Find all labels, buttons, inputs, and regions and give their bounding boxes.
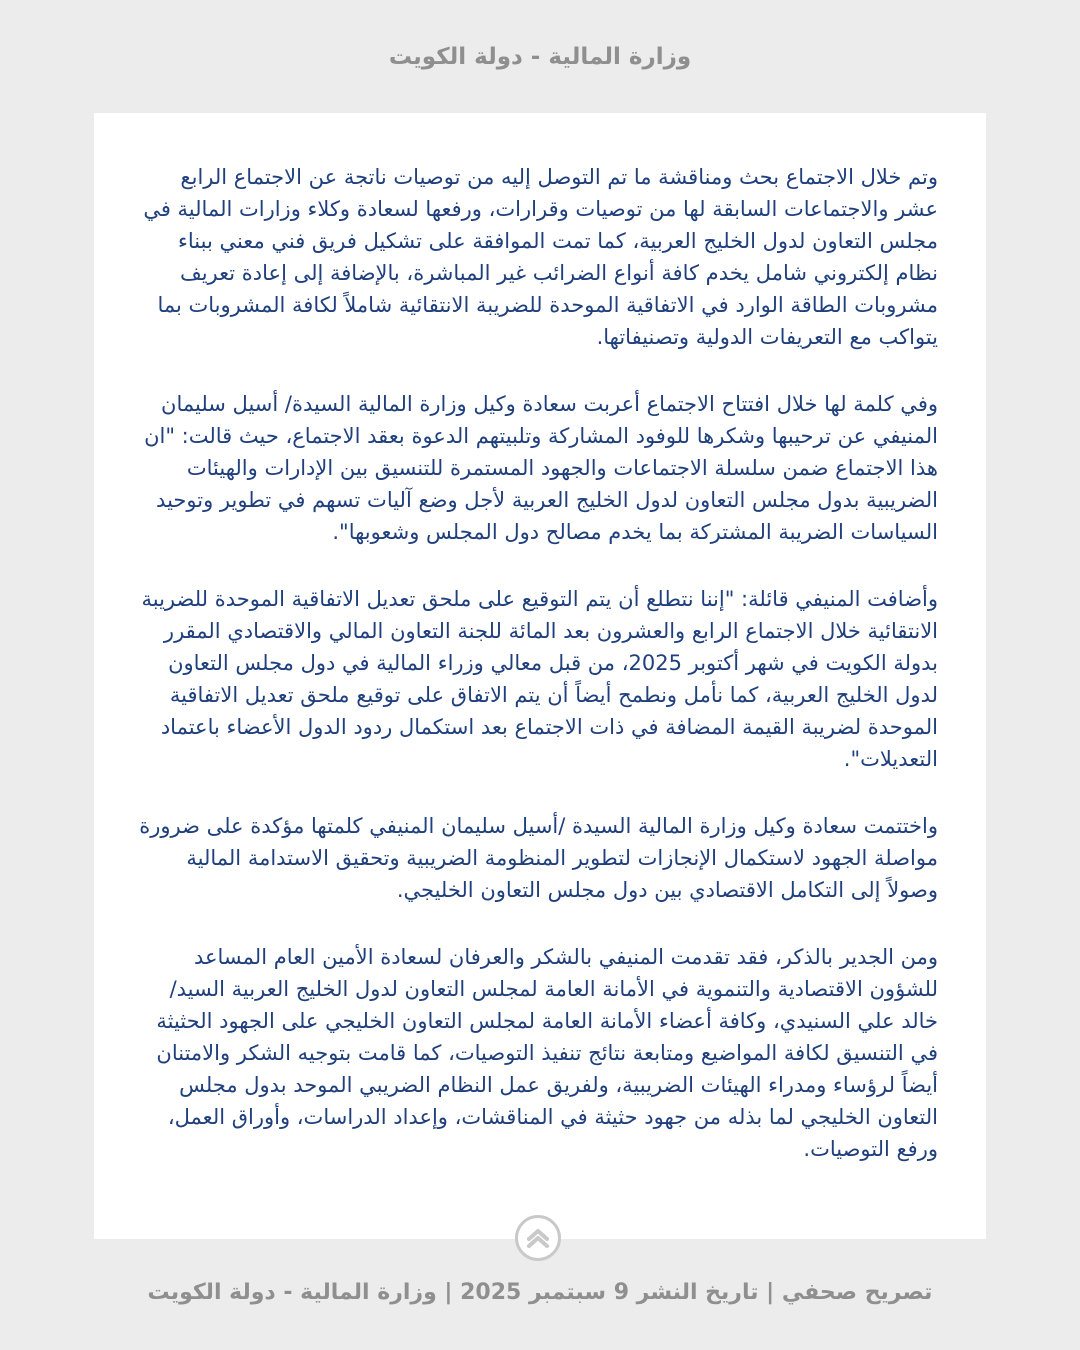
article-paragraph: واختتمت سعادة وكيل وزارة المالية السيدة /أسيل سليمان المنيفي كلمتها مؤكدة على ضرورة مواصلة الجهود لاستكمال الإنجازات لتطوير المنظومة الضريبية وتحقيق الاستدامة المالية وصولاً إلى التكامل الاقتصادي بين دول مجلس التعاون الخليجي. <box>139 814 938 902</box>
article-card <box>94 113 986 1239</box>
article-paragraph: وفي كلمة لها خلال افتتاح الاجتماع أعربت سعادة وكيل وزارة المالية السيدة/ أسيل سليمان المنيفي عن ترحيبها وشكرها للوفود المشاركة وتلبيتهم الدعوة بعقد الاجتماع، حيث قالت: "ان هذا الاجتماع ضمن سلسلة الاجتماعات والجهود المستمرة للتنسيق بين الإدارات والهيئات الضريبية بدول مجلس التعاون لدول الخليج العربية لأجل وضع آليات تسهم في تطوير وتوحيد السياسات الضريبة المشتركة بما يخدم مصالح دول المجلس وشعوبها". <box>144 392 938 544</box>
article-paragraph: ومن الجدير بالذكر، فقد تقدمت المنيفي بالشكر والعرفان لسعادة الأمين العام المساعد للشؤون الاقتصادية والتنموية في الأمانة العامة لمجلس التعاون لدول الخليج العربية السيد/ خالد علي السنيدي، وكافة أعضاء الأمانة العامة لمجلس التعاون الخليجي على الجهود الحثيثة في التنسيق لكافة المواضيع ومتابعة نتائج تنفيذ التوصيات، كما قامت بتوجيه الشكر والامتنان أيضاً لرؤساء ومدراء الهيئات الضريبية، ولفريق عمل النظام الضريبي الموحد بدول مجلس التعاون الخليجي لما بذله من جهود حثيثة في المناقشات، وإعداد الدراسات، وأوراق العمل، ورفع التوصيات. <box>156 945 938 1161</box>
scroll-to-top-button[interactable] <box>515 1215 561 1261</box>
footer-caption: تصريح صحفي | تاريخ النشر 9 سبتمبر 2025 | وزارة المالية - دولة الكويت <box>147 1280 933 1305</box>
chevron-up-icon <box>525 1228 551 1248</box>
article-paragraph: وتم خلال الاجتماع بحث ومناقشة ما تم التوصل إليه من توصيات ناتجة عن الاجتماع الرابع عشر والاجتماعات السابقة لها من توصيات وقرارات، ورفعها لسعادة وكلاء وزارات المالية في مجلس التعاون لدول الخليج العربية، كما تمت الموافقة على تشكيل فريق فني معني ببناء نظام إلكتروني شامل يخدم كافة أنواع الضرائب غير المباشرة، بالإضافة إلى إعادة تعريف مشروبات الطاقة الوارد في الاتفاقية الموحدة للضريبة الانتقائية شاملاً لكافة المشروبات بما يتواكب مع التعريفات الدولية وتصنيفاتها. <box>143 165 938 349</box>
page-header-title: وزارة المالية - دولة الكويت <box>388 44 692 70</box>
article-paragraph: وأضافت المنيفي قائلة: "إننا نتطلع أن يتم التوقيع على ملحق تعديل الاتفاقية الموحدة للضريبة الانتقائية خلال الاجتماع الرابع والعشرون بعد المائة للجنة التعاون المالي والاقتصادي المقرر بدولة الكويت في شهر أكتوبر 2025، من قبل معالي وزراء المالية في دول مجلس التعاون لدول الخليج العربية، كما نأمل ونطمح أيضاً أن يتم الاتفاق على توقيع ملحق تعديل الاتفاقية الموحدة لضريبة القيمة المضافة في ذات الاجتماع بعد استكمال ردود الدول الأعضاء باعتماد التعديلات". <box>141 587 938 771</box>
article-body <box>138 161 938 1200</box>
